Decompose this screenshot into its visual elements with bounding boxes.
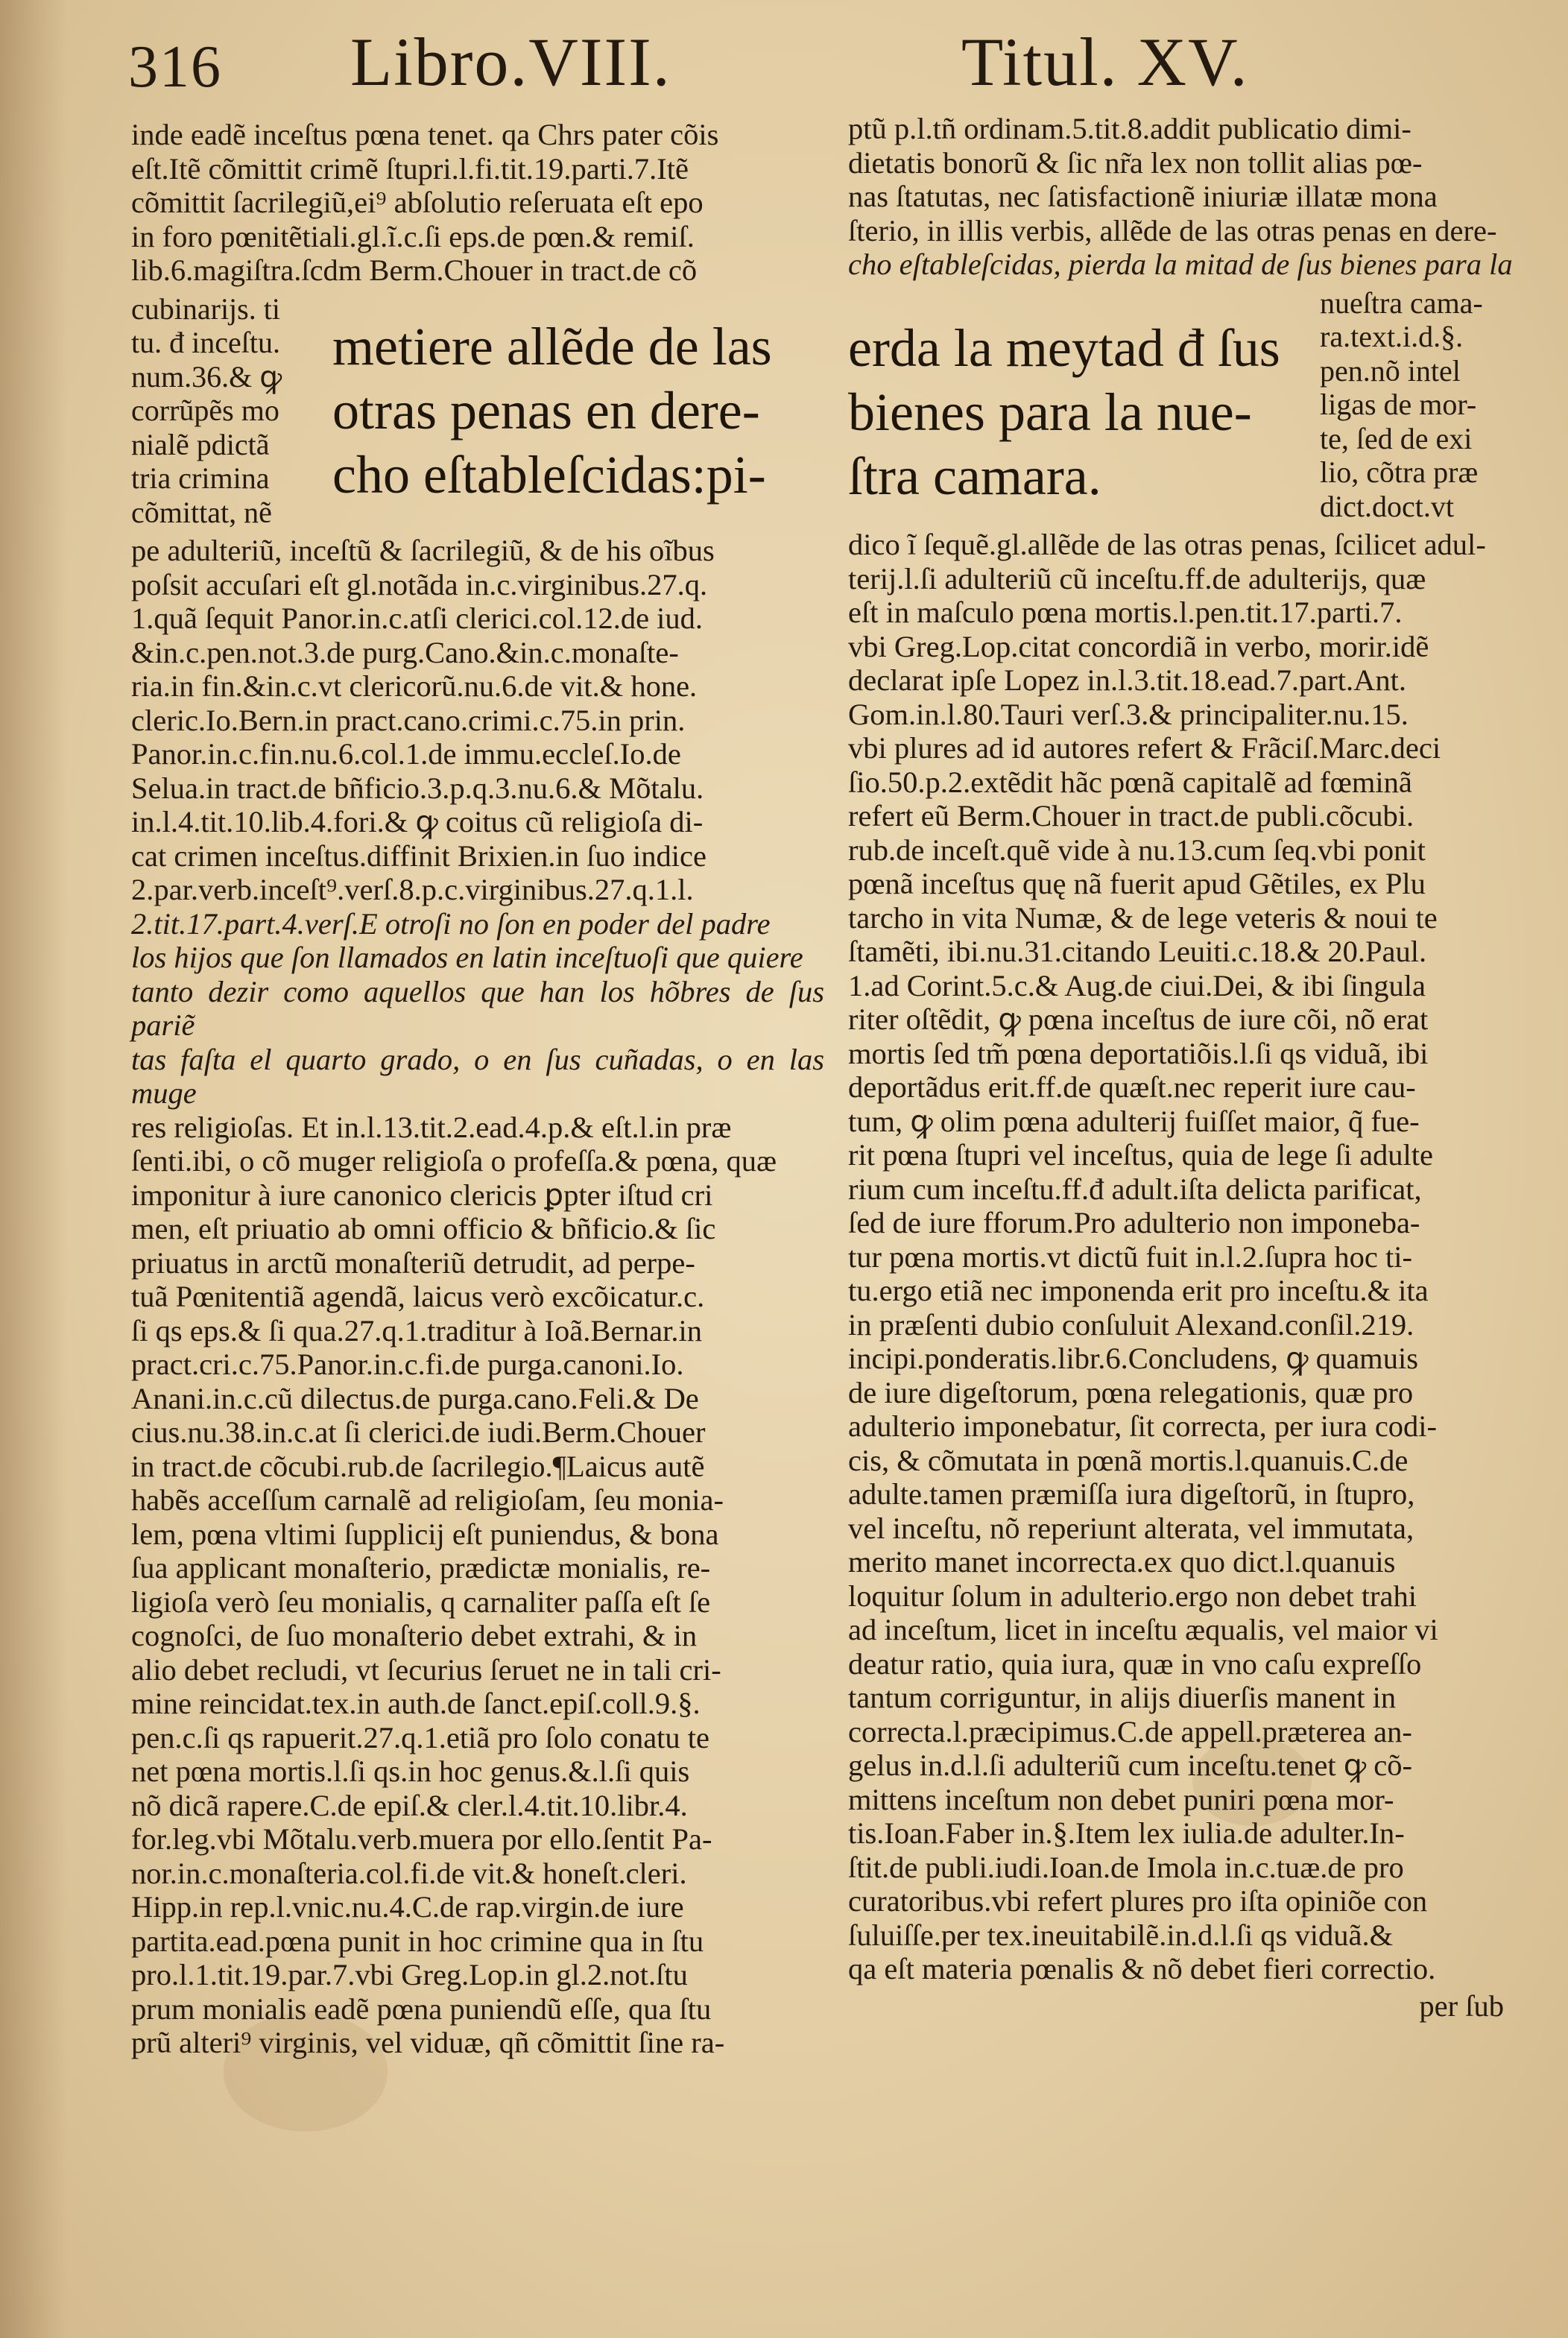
text-line: in præſenti dubio conſuluit Alexand.conſil.219. — [848, 1307, 1414, 1342]
law-text-line: cho eſtableſcidas:pi- — [332, 444, 766, 505]
text-line: cis, & cõmutata in pœnã mortis.l.quanuis.C.de — [848, 1443, 1409, 1477]
text-line: in foro pœnitẽtiali.gl.ĩ.c.ſi eps.de pœn.& remiſ. — [131, 219, 695, 253]
law-text — [848, 286, 1312, 524]
text-line: poſsit accuſari eſt gl.notãda in.c.virginibus.27.q. — [131, 567, 708, 601]
text-line: vbi plures ad id autores refert & Frãciſ.Marc.deci — [848, 731, 1441, 765]
text-line: in tract.de cõcubi.rub.de ſacrilegio.¶Laicus autẽ — [131, 1449, 705, 1483]
text-line: rit pœna ſtupri vel inceſtus, quia de lege ſi adulte — [848, 1138, 1434, 1172]
text-line: mittens inceſtum non debet puniri pœna mor- — [848, 1782, 1394, 1816]
text-line: nor.in.c.monaſteria.col.fi.de vit.& honeſt.cleri. — [131, 1856, 687, 1890]
text-line: los hijos que ſon llamados en latin inceſtuoſi que quiere — [131, 941, 803, 974]
law-text-line: otras penas en dere- — [332, 380, 760, 440]
text-line: vel inceſtu, nõ reperiunt alterata, vel immutata, — [848, 1511, 1414, 1545]
catchword: per ſub — [1419, 1988, 1504, 2023]
text-line: prũ alteri⁹ virginis, vel viduæ, qñ cõmittit ſine ra- — [131, 2026, 725, 2059]
text-line: loquitur ſolum in adulterio.ergo non debet trahi — [848, 1579, 1417, 1613]
text-line: partita.ead.pœna punit in hoc crimine qua in ſtu — [131, 1924, 704, 1958]
text-line: gelus in.d.l.ſi adulteriũ cum inceſtu.tenet ꝙ cõ- — [848, 1748, 1412, 1782]
text-line: ra.text.i.d.§. — [1320, 320, 1464, 353]
text-line: te, ſed de exi — [1320, 421, 1473, 455]
text-line: cognoſci, de ſuo monaſterio debet extrahi, & in — [131, 1619, 698, 1652]
text-line: lem, pœna vltimi ſupplicij eſt puniendus, & bona — [131, 1517, 719, 1551]
text-line: curatoribus.vbi refert plures pro iſta opiniõe con — [848, 1884, 1428, 1918]
text-line: tas faſta el quarto grado, o en ſus cuñadas, o en las muge — [131, 1042, 824, 1110]
text-line: ptũ p.l.tñ ordinam.5.tit.8.addit publicatio dimi- — [848, 112, 1411, 145]
text-line: ſtit.de publi.iudi.Ioan.de Imola in.c.tuæ.de pro — [848, 1850, 1404, 1884]
text-line: in.l.4.tit.10.lib.4.fori.& ꝙ coitus cũ religioſa di- — [131, 805, 704, 838]
text-line: vbi Greg.Lop.citat concordiã in verbo, morir.idẽ — [848, 629, 1429, 663]
law-text-block — [131, 292, 824, 530]
text-line: &in.c.pen.not.3.de purg.Cano.&in.c.monaſte- — [131, 635, 679, 669]
text-line: tantum corriguntur, in alijs diuerſis manent in — [848, 1681, 1397, 1714]
text-line: adulte.tamen præmiſſa iura digeſtorũ, in ſtupro, — [848, 1477, 1415, 1511]
text-line: net pœna mortis.l.ſi qs.in hoc genus.&.l.ſi quis — [131, 1754, 690, 1788]
text-line: lib.6.magiſtra.ſcdm Berm.Chouer in tract.de cõ — [131, 253, 698, 287]
text-line: dietatis bonorũ & ſic nr̃a lex non tollit alias pœ- — [848, 145, 1423, 180]
text-line: 1.ad Corint.5.c.& Aug.de ciui.Dei, & ibi ſingula — [848, 968, 1426, 1002]
text-line: tum, ꝙ olim pœna adulterij fuiſſet maior, q̃ fue- — [848, 1104, 1420, 1138]
text-line: ſuluiſſe.per tex.ineuitabilẽ.in.d.l.ſi qs viduã.& — [848, 1918, 1394, 1952]
text-line: 2.par.verb.inceſt⁹.verſ.8.p.c.virginibus.27.q.1.l. — [131, 873, 694, 906]
text-line: prum monialis eadẽ pœna puniendũ eſſe, qua ſtu — [131, 1991, 712, 2026]
text-line: declarat ipſe Lopez in.l.3.tit.18.ead.7.part.Ant. — [848, 663, 1406, 697]
text-line: ſenti.ibi, o cõ muger religioſa o profeſſa.& pœna, quæ — [131, 1144, 777, 1178]
text-line: pen.c.ſi qs rapuerit.27.q.1.etiã pro ſolo conatu te — [131, 1720, 710, 1754]
text-line: terij.l.ſi adulteriũ cũ inceſtu.ff.de adulterijs, quæ — [848, 561, 1426, 595]
text-line: men, eſt priuatio ab omni officio & bñficio.& ſic — [131, 1212, 716, 1245]
text-line: pœnã inceſtus quę nã fuerit apud Gẽtiles, ex Plu — [848, 867, 1426, 900]
text-line: Selua.in tract.de bñficio.3.p.q.3.nu.6.& Mõtalu. — [131, 771, 704, 805]
text-line: imponitur à iure canonico clericis ꝑpter iſtud cri — [131, 1178, 713, 1212]
gloss-side-note — [131, 292, 332, 530]
law-text — [332, 292, 824, 530]
text-line: rub.de inceſt.quẽ vide à nu.13.cum ſeq.vbi ponit — [848, 832, 1426, 867]
text-line: tis.Ioan.Faber in.§.Item lex iulia.de adulter.In- — [848, 1816, 1405, 1850]
text-line: tanto dezir como aquellos que han los hõbres de ſus pariẽ — [131, 974, 824, 1042]
text-line: ſed de iure fforum.Pro adulterio non imponeba- — [848, 1206, 1420, 1239]
text-line: cho eſtableſcidas, pierda la mitad de ſus bienes para la — [848, 247, 1513, 281]
text-line: 1.quã ſequit Panor.in.c.atſi clerici.col.12.de iud. — [131, 601, 704, 635]
text-line: de iure digeſtorum, pœna relegationis, quæ pro — [848, 1375, 1414, 1409]
text-line: qa eſt materia pœnalis & nõ debet fieri correctio. — [848, 1952, 1436, 1985]
page-number: 316 — [128, 34, 222, 100]
text-line: Gom.in.l.80.Tauri verſ.3.& principaliter.nu.15. — [848, 697, 1409, 731]
text-line: nas ſtatutas, nec ſatisfactionẽ iniuriæ illatæ mona — [848, 180, 1438, 213]
text-line: eſt in maſculo pœna mortis.l.pen.tit.17.parti.7. — [848, 595, 1403, 629]
law-text-line: ſtra camara. — [848, 446, 1101, 506]
text-line: cius.nu.38.in.c.at ſi clerici.de iudi.Berm.Chouer — [131, 1415, 706, 1449]
text-line: tuã Pœnitentiã agendã, laicus verò excõicatur.c. — [131, 1280, 705, 1313]
page-gutter-shadow — [0, 0, 67, 2338]
text-line: tu. đ inceſtu. — [131, 326, 280, 359]
text-line: num.36.& ꝙ — [131, 359, 282, 394]
text-line: cubinarijs. ti — [131, 291, 280, 326]
text-line: refert eũ Berm.Chouer in tract.de publi.cõcubi. — [848, 799, 1414, 832]
text-line: ſi qs eps.& ſi qua.27.q.1.traditur à Ioã.Bernar.in — [131, 1313, 702, 1347]
text-line: tarcho in vita Numæ, & de lege veteris & noui te — [848, 900, 1438, 935]
text-line: riter oſtẽdit, ꝙ pœna inceſtus de iure cõi, nõ erat — [848, 1002, 1429, 1036]
text-line: ſio.50.p.2.extẽdit hãc pœnã capitalẽ ad fœminã — [848, 765, 1412, 799]
text-line: dico ĩ ſequẽ.gl.allẽde de las otras penas, ſcilicet adul- — [848, 528, 1486, 561]
text-line: merito manet incorrecta.ex quo dict.l.quanuis — [848, 1545, 1396, 1579]
left-column — [131, 118, 824, 2060]
text-line: ſterio, in illis verbis, allẽde de las otras penas en dere- — [848, 213, 1497, 247]
text-line: ad inceſtum, licet in inceſtu æqualis, vel maior vi — [848, 1613, 1438, 1646]
text-line: nueſtra cama- — [1320, 285, 1483, 320]
text-line: pen.nõ intel — [1320, 353, 1461, 388]
text-line: priuatus in arctũ monaſteriũ detrudit, ad perpe- — [131, 1245, 695, 1280]
text-line: incipi.ponderatis.libr.6.Concludens, ꝙ quamuis — [848, 1342, 1418, 1375]
text-line: cat crimen inceſtus.diffinit Brixien.in ſuo indice — [131, 838, 706, 873]
law-text-line: bienes para la nue- — [848, 382, 1252, 442]
text-line: alio debet recludi, vt ſecurius ſeruet ne in tali cri- — [131, 1652, 721, 1687]
text-line: cõmittat, nẽ — [131, 495, 272, 529]
text-line: tu.ergo etiã nec imponenda erit pro inceſtu.& ita — [848, 1274, 1429, 1307]
text-line: eſt.Itẽ cõmittit crimẽ ſtupri.l.fi.tit.19.parti.7.Itẽ — [131, 151, 689, 186]
running-head-title: Titul. XV. — [961, 24, 1249, 100]
text-line: mine reincidat.tex.in auth.de ſanct.epiſ.coll.9.§. — [131, 1687, 701, 1720]
text-line: deportãdus erit.ff.de quæſt.nec reperit iure cau- — [848, 1070, 1416, 1104]
text-line: nialẽ pdictã — [131, 427, 270, 461]
text-line: inde eadẽ inceſtus pœna tenet. qa Chrs pater cõis — [131, 118, 719, 151]
law-text-block — [848, 286, 1519, 524]
text-line: Hipp.in rep.l.vnic.nu.4.C.de rap.virgin.de iure — [131, 1890, 684, 1924]
text-line: 2.tit.17.part.4.verſ.E otroſi no ſon en poder del padre — [131, 906, 771, 941]
text-line: res religioſas. Et in.l.13.tit.2.ead.4.p.& eſt.l.in præ — [131, 1110, 732, 1144]
text-line: for.leg.vbi Mõtalu.verb.muera por ello.ſentit Pa- — [131, 1822, 712, 1856]
text-line: pract.cri.c.75.Panor.in.c.fi.de purga.canoni.Io. — [131, 1347, 684, 1381]
text-line: dict.doct.vt — [1320, 489, 1454, 523]
running-head-book: Libro.VIII. — [350, 24, 671, 100]
text-line: Panor.in.c.fin.nu.6.col.1.de immu.eccleſ.Io.de — [131, 737, 681, 771]
text-line: cõmittit ſacrilegiũ,ei⁹ abſolutio reſeruata eſt epo — [131, 186, 704, 219]
right-column — [848, 112, 1519, 2023]
text-line: pro.l.1.tit.19.par.7.vbi Greg.Lop.in gl.2.not.ſtu — [131, 1958, 688, 1991]
text-line: tria crimina — [131, 461, 270, 495]
text-line: adulterio imponebatur, ſit correcta, per iura codi- — [848, 1409, 1438, 1443]
text-line: ſua applicant monaſterio, prædictæ monialis, re- — [131, 1551, 711, 1585]
law-text-line: metiere allẽde de las — [332, 316, 772, 376]
text-line: cleric.Io.Bern.in pract.cano.crimi.c.75.in prin. — [131, 703, 686, 737]
text-line: nõ dicã rapere.C.de epiſ.& cler.l.4.tit.10.libr.4. — [131, 1788, 688, 1822]
text-line: corrũpẽs mo — [131, 394, 279, 427]
text-line: lio, cõtra præ — [1320, 455, 1479, 489]
text-line: ligas de mor- — [1320, 388, 1477, 421]
text-line: tur pœna mortis.vt dictũ fuit in.l.2.ſupra hoc ti- — [848, 1239, 1413, 1274]
text-line: ſtamẽti, ibi.nu.31.citando Leuiti.c.18.& 20.Paul. — [848, 935, 1427, 968]
text-line: ligioſa verò ſeu monialis, q carnaliter paſſa eſt ſe — [131, 1585, 711, 1619]
text-line: pe adulteriũ, inceſtũ & ſacrilegiũ, & de his oĩbus — [131, 534, 715, 567]
text-line: Anani.in.c.cũ dilectus.de purga.cano.Feli.& De — [131, 1381, 699, 1415]
text-line: mortis ſed tm̃ pœna deportatiõis.l.ſi qs viduã, ibi — [848, 1036, 1429, 1070]
gloss-side-note — [1312, 286, 1519, 524]
text-line: ria.in fin.&in.c.vt clericorũ.nu.6.de vit.& hone. — [131, 669, 698, 703]
text-line: correcta.l.præcipimus.C.de appell.præterea an- — [848, 1714, 1412, 1748]
text-line: rium cum inceſtu.ff.đ adult.iſta delicta parificat, — [848, 1172, 1422, 1206]
text-line: habẽs acceſſum carnalẽ ad religioſam, ſeu monia- — [131, 1483, 724, 1517]
text-line: deatur ratio, quia iura, quæ in vno caſu expreſſo — [848, 1646, 1422, 1681]
law-text-line: erda la meytad đ ſus — [848, 317, 1280, 378]
